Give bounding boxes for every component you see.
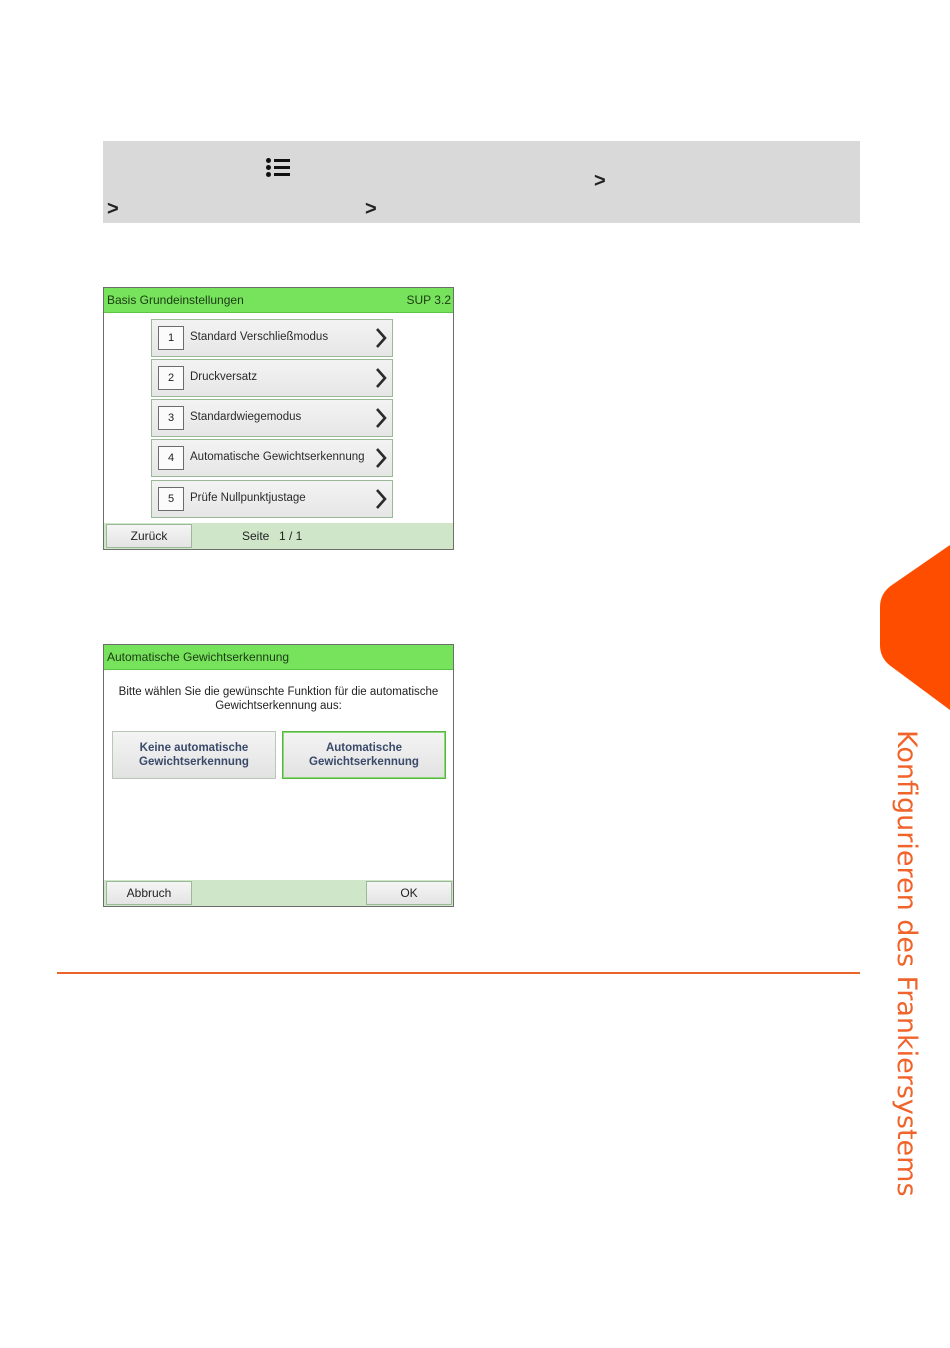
page-indicator: 1 / 1 xyxy=(279,529,303,543)
screen-header xyxy=(104,288,453,313)
menu-item-label: Automatische Gewichtserkennung xyxy=(190,451,365,463)
chevron-right-icon xyxy=(373,365,389,391)
menu-item-number: 5 xyxy=(158,487,184,511)
chevron-right-icon xyxy=(373,445,389,471)
chapter-title: Konfigurieren des Frankiersystems xyxy=(891,730,922,1197)
page-label: Seite xyxy=(242,529,270,543)
path-separator: > xyxy=(594,170,606,192)
cancel-button[interactable]: Abbruch xyxy=(106,881,192,905)
screen-header xyxy=(104,645,453,670)
menu-item-label: Standard Verschließmodus xyxy=(190,331,329,343)
weight-detection-screen xyxy=(103,644,454,907)
menu-item-label: Prüfe Nullpunktjustage xyxy=(190,492,306,504)
auto-weight-detection-button[interactable] xyxy=(282,731,446,779)
path-separator: > xyxy=(365,198,377,220)
menu-item-pruefe-nullpunktjustage[interactable] xyxy=(151,480,393,518)
menu-item-number: 1 xyxy=(158,326,184,350)
chevron-right-icon xyxy=(373,325,389,351)
ok-button[interactable]: OK xyxy=(366,881,452,905)
button-label: Gewichtserkennung xyxy=(309,756,419,768)
menu-list-icon xyxy=(266,157,290,179)
button-label: Automatische xyxy=(325,742,403,754)
chapter-tab-shape xyxy=(880,545,950,710)
prompt-text: Gewichtserkennung aus: xyxy=(215,700,342,712)
settings-screen xyxy=(103,287,454,550)
menu-item-number: 4 xyxy=(158,446,184,470)
section-divider xyxy=(57,972,860,974)
screen-title: Basis Grundeinstellungen xyxy=(107,293,244,307)
menu-item-automatische-gewichtserkennung[interactable] xyxy=(151,439,393,477)
screen-footer xyxy=(104,880,453,906)
screen-footer xyxy=(104,523,453,549)
chevron-right-icon xyxy=(373,405,389,431)
prompt-text: Bitte wählen Sie die gewünschte Funktion für die automatische xyxy=(118,686,439,698)
button-label: Gewichtserkennung xyxy=(139,756,249,768)
menu-item-number: 2 xyxy=(158,366,184,390)
screen-title: Automatische Gewichtserkennung xyxy=(107,650,290,664)
navigation-path-box xyxy=(103,141,860,223)
chevron-right-icon xyxy=(373,486,389,512)
menu-item-label: Druckversatz xyxy=(190,371,258,383)
menu-item-label: Standardwiegemodus xyxy=(190,411,302,423)
menu-item-druckversatz[interactable] xyxy=(151,359,393,397)
software-version: SUP 3.2 xyxy=(406,293,451,307)
back-button[interactable]: Zurück xyxy=(106,524,192,548)
menu-item-standard-verschliessmodus[interactable] xyxy=(151,319,393,357)
button-label: Keine automatische xyxy=(139,742,249,754)
path-separator: > xyxy=(107,198,119,220)
menu-item-number: 3 xyxy=(158,406,184,430)
menu-item-standardwiegemodus[interactable] xyxy=(151,399,393,437)
no-auto-weight-detection-button[interactable] xyxy=(112,731,276,779)
